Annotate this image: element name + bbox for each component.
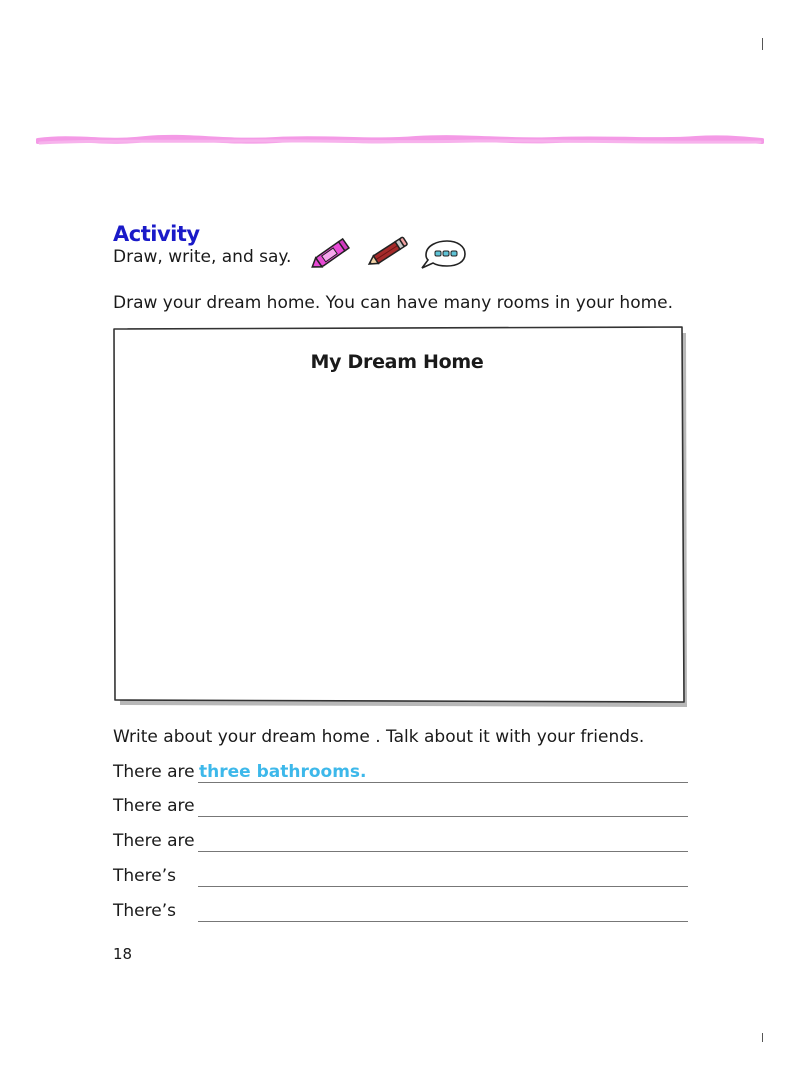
answer-rule bbox=[198, 851, 688, 852]
speech-bubble-icon bbox=[418, 238, 468, 272]
answer-rule bbox=[198, 816, 688, 817]
line-lead-text: There’s bbox=[113, 901, 176, 921]
answer-rule bbox=[198, 782, 688, 783]
activity-subtitle: Draw, write, and say. bbox=[113, 247, 292, 267]
example-answer: three bathrooms. bbox=[199, 762, 367, 782]
activity-title: Activity bbox=[113, 222, 200, 246]
pink-header-stroke bbox=[36, 128, 764, 152]
writing-line-3[interactable] bbox=[113, 825, 688, 855]
writing-line-1[interactable] bbox=[113, 756, 688, 786]
pencil-icon bbox=[364, 236, 410, 270]
page-number: 18 bbox=[113, 945, 133, 963]
writing-line-2[interactable] bbox=[113, 790, 688, 820]
trim-mark-top bbox=[762, 38, 763, 50]
line-lead-text: There are bbox=[113, 762, 195, 782]
drawing-frame bbox=[112, 325, 690, 710]
writing-line-4[interactable] bbox=[113, 860, 688, 890]
writing-line-5[interactable] bbox=[113, 895, 688, 925]
line-lead-text: There’s bbox=[113, 866, 176, 886]
answer-rule bbox=[198, 921, 688, 922]
answer-rule bbox=[198, 886, 688, 887]
draw-instruction: Draw your dream home. You can have many rooms in your home. bbox=[113, 293, 674, 313]
write-prompt: Write about your dream home . Talk about it with your friends. bbox=[113, 727, 645, 747]
crayon-icon bbox=[310, 235, 356, 271]
drawing-area-title: My Dream Home bbox=[310, 351, 484, 373]
drawing-area[interactable] bbox=[112, 325, 690, 710]
line-lead-text: There are bbox=[113, 831, 195, 851]
line-lead-text: There are bbox=[113, 796, 195, 816]
trim-mark-bottom bbox=[762, 1033, 763, 1042]
